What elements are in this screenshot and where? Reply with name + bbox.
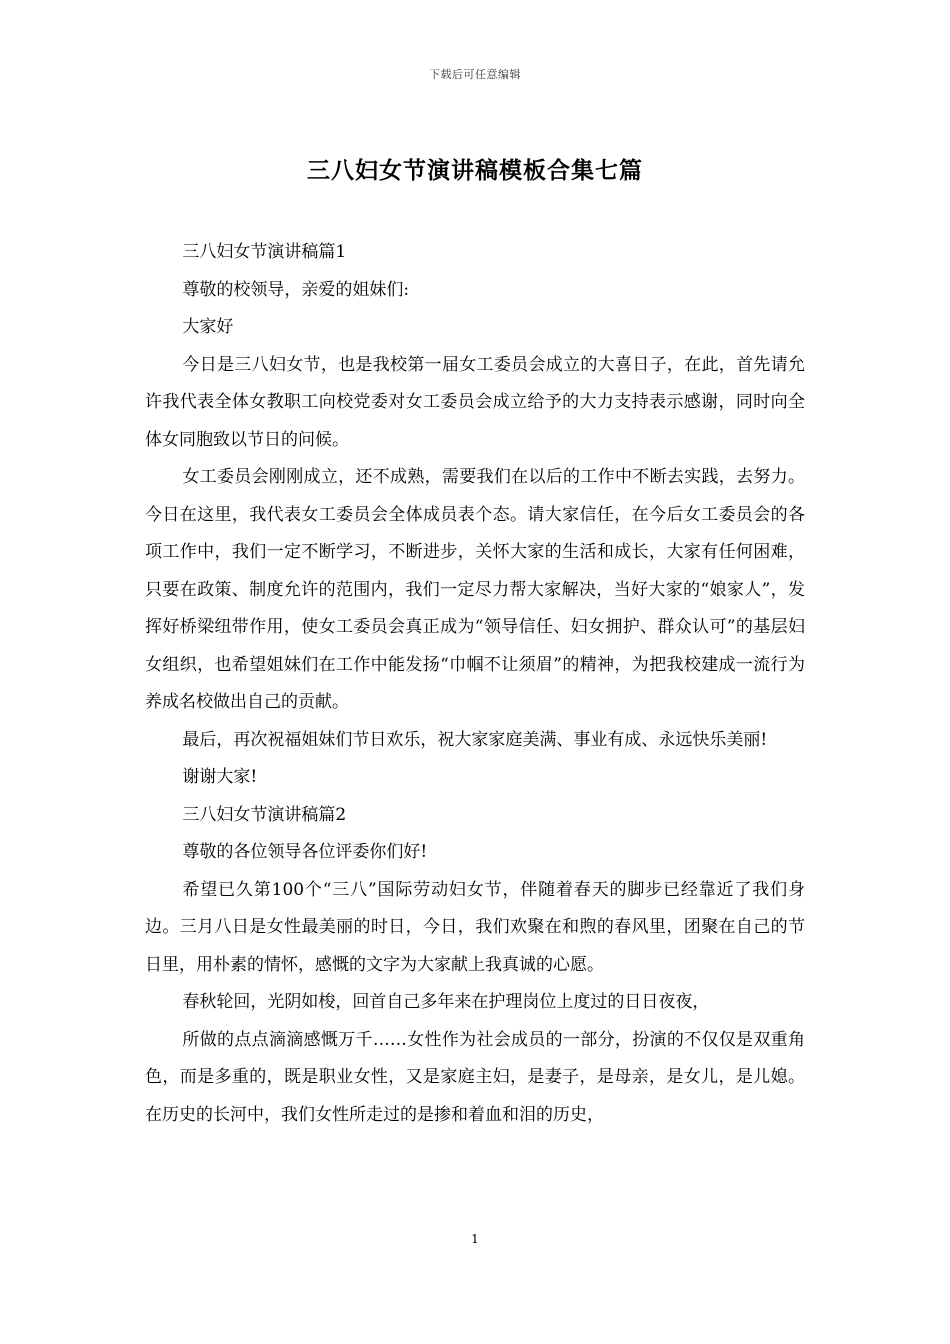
salutation-paragraph: 尊敬的校领导，亲爱的姐妹们:: [182, 279, 410, 300]
body-paragraph: 所做的点点滴滴感慨万千……女性作为社会成员的一部分，扮演的不仅仅是双重角色，而是多重的，既是职业女性，又是家庭主妇，是妻子，是母亲，是女儿，是儿媳。在历史的长河中，我们女性所走过的是掺和着血和泪的历史，: [145, 1029, 805, 1125]
salutation-paragraph: 尊敬的各位领导各位评委你们好!: [182, 842, 428, 862]
section-heading-1: 三八妇女节演讲稿篇1: [182, 242, 347, 262]
closing-paragraph: 谢谢大家!: [182, 767, 258, 787]
body-paragraph: 最后，再次祝福姐妹们节日欢乐，祝大家家庭美满、事业有成、永远快乐美丽!: [182, 729, 768, 750]
body-paragraph: 希望已久第100个“三八”国际劳动妇女节，伴随着春天的脚步已经靠近了我们身边。三月八日是女性最美丽的时日，今日，我们欢聚在和煦的春风里，团聚在自己的节日里，用朴素的情怀，感慨的文字为大家献上我真诚的心愿。: [145, 879, 805, 975]
section-heading-2: 三八妇女节演讲稿篇2: [182, 804, 347, 825]
body-paragraph: 女工委员会刚刚成立，还不成熟，需要我们在以后的工作中不断去实践，去努力。今日在这里，我代表女工委员会全体成员表个态。请大家信任，在今后女工委员会的各项工作中，我们一定不断学习，不断进步，关怀大家的生活和成长，大家有任何困难，只要在政策、制度允许的范围内，我们一定尽力帮大家解决，当好大家的“娘家人”，发挥好桥梁纽带作用，使女工委员会真正成为“领导信任、妇女拥护、群众认可”的基层妇女组织，也希望姐妹们在工作中能发扬“巾帼不让须眉”的精神，为把我校建成一流行为养成名校做出自己的贡献。: [145, 467, 805, 712]
header-note: 下载后可任意编辑: [429, 68, 521, 81]
body-paragraph: 春秋轮回，光阴如梭，回首自己多年来在护理岗位上度过的日日夜夜，: [182, 992, 710, 1012]
greeting-paragraph: 大家好: [182, 317, 234, 337]
body-paragraph: 今日是三八妇女节，也是我校第一届女工委员会成立的大喜日子，在此，首先请允许我代表全体女教职工向校党委对女工委员会成立给予的大力支持表示感谢，同时向全体女同胞致以节日的问候。: [145, 354, 805, 450]
document-title: 三八妇女节演讲稿模板合集七篇: [307, 157, 643, 184]
document-body: [145, 234, 805, 1134]
page-number: 1: [471, 1232, 479, 1246]
